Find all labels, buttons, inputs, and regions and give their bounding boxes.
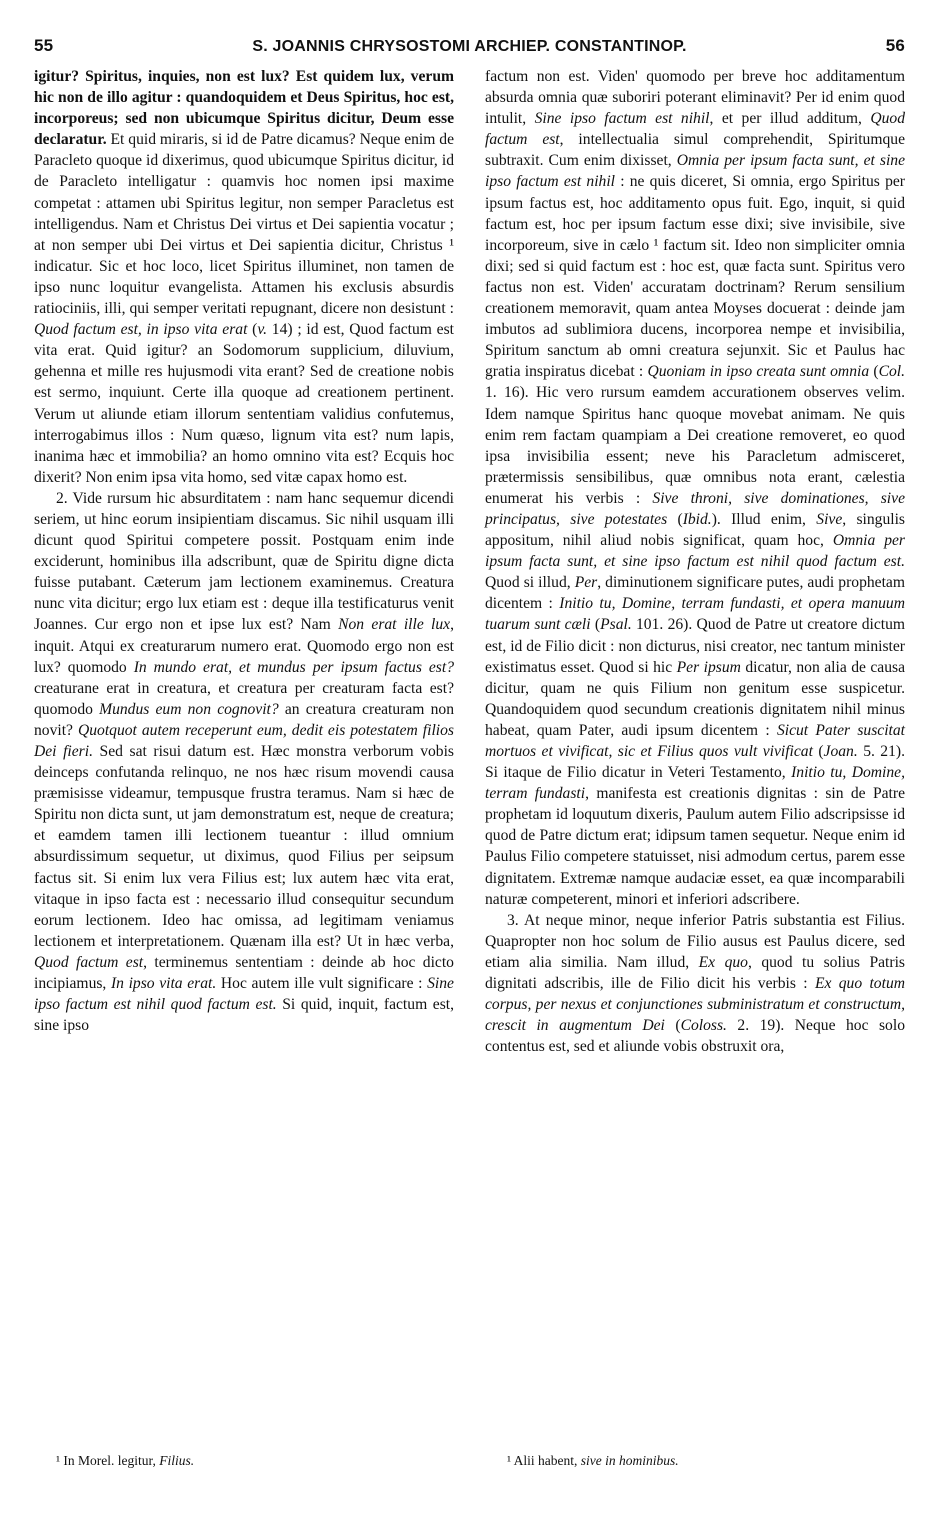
- footnote-left: ¹ In Morel. legitur, Filius.: [56, 1453, 195, 1468]
- page-number-right: 56: [885, 36, 905, 55]
- running-title: S. JOANNIS CHRYSOSTOMI ARCHIEP. CONSTANTINOP.: [252, 38, 687, 55]
- footnotes: [34, 1452, 905, 1470]
- left-column: igitur? Spiritus, inquies, non est lux? Est quidem lux, verum hic non de illo agitur : quandoquidem et Deus Spiritus, hoc est, incorporeus; sed non ubicumque Spiritus dicitur, Deum esse declaratur. Et quid miraris, si id de Patre dicamus? Neque enim de Paracleto quoque id dixerimus, quod ubicumque Spiritus dicitur, id de Paracleto intelligatur : quamvis hoc nomen ipsi maxime competat : attamen ubi Spiritus legitur, non semper Paracletus est intelligendus. Nam et Christus Dei virtus et Dei sapientia vocatur ; at non semper ubi Dei virtus et Dei sapientia dicitur, Christus ¹ indicatur. Sic et hoc loco, licet Spiritus illuminet, non tamen de ipso nunc loquitur evangelista. Attamen his exclusis absurdis ratiociniis, illi, qui semper veritati repugnant, dicere non desistunt : Quod factum est, in ipso vita erat (v. 14) ; id est, Quod factum est vita erat. Quid igitur? an Sodomorum supplicium, diluvium, gehenna et mille res hujusmodi vita erant? Sed de creatione nobis est sermo, inquiunt. Certe illa quoque ad creationem pertinent. Verum ut aliunde etiam illorum sententiam validius confutemus, interrogabimus illos : Num quæso, lignum vita est? num lapis, inanima hæc et immobilia? an homo omnino vita est? Ecquis hoc dixerit? Non enim ipsa vita homo, sed vitæ capax homo est. 2. Vide rursum hic absurditatem : nam hanc sequemur dicendi seriem, ut hinc eorum insipientiam discamus. Sic nihil usquam illi dicunt quod Spiritui competere possit. Postquam enim inde exciderunt, hominibus illa adscribunt, quæ de Spiritu digne dicta fuisse putabant. Cæterum jam lectionem examinemus. Creatura nunc vita dicitur; ergo lux etiam est : deque illa testificaturus venit Joannes. Cur ergo non et ipse lux est? Nam Non erat ille lux, inquit. Atqui ex creaturarum numero erat. Quomodo ergo non est lux? quomodo In mundo erat, et mundus per ipsum factus est? creaturane erat in creatura, et creatura per creaturam facta est? quomodo Mundus eum non cognovit? an creatura creaturam non novit? Quotquot autem receperunt eum, dedit eis potestatem filios Dei fieri. Sed sat risui datum est. Hæc monstra verborum vobis deinceps confutanda relinquo, ne nos hæc risum movendi causa præmisisse videamur, tempusque frustra teramus. Nam si hæc de Spiritu non dicta sunt, ut jam demonstratum est, neque de creatura; et eamdem tamen illi lectionem tueantur : illud omnium absurdissimum sequetur, ut diximus, quod Filius per seipsum factus sit. Si enim lux vera Filius est; lux autem hæc vita erat, vitaque in ipso facta est : necessario illud consequitur secundum eorum lectionem. Ideo hac omissa, ad legitimam veniamus lectionem et interpretationem. Quænam illa est? Ut in hæc verba, Quod factum est, terminemus sententiam : deinde ab hoc dicto incipiamus, In ipso vita erat. Hoc autem ille vult significare : Sine ipso factum est nihil quod factum est. Si quid, inquit, factum est, sine ipso: [34, 68, 455, 1035]
- footnote-right: ¹ Alii habent, sive in hominibus.: [507, 1453, 679, 1468]
- text-columns: [34, 66, 905, 1057]
- running-header: [34, 36, 905, 62]
- page-number-left: 55: [34, 36, 54, 55]
- right-column: factum non est. Viden' quomodo per breve hoc additamentum absurda omnia quæ suboriri poterant eliminavit? Per id enim quod intulit, Sine ipso factum est nihil, et per illud additum, Quod factum est, intellectualia simul comprehendit, Spiritumque subtraxit. Cum enim dixisset, Omnia per ipsum facta sunt, et sine ipso factum est nihil : ne quis diceret, Si omnia, ergo Spiritus per ipsum factus est, hoc additamento opus fuit. Ego, inquit, si quid factum est, hoc per ipsum factum esse dixi; sive invisibile, sive incorporeum, sive in cælo ¹ factum sit. Ideo non simpliciter omnia dixi; sed si quid factum est : hoc est, quæ facta sunt. Spiritus vero factus non est. Viden' accuratam doctrinam? Rerum sensilium creationem memoravit, quam antea Moyses docuerat : deinde jam imbutos ad sublimiora ducens, incorporea nempe et invisibilia, Spiritum sanctum ab omni creatura sejunxit. Sic et Paulus hac gratia inspiratus dicebat : Quoniam in ipso creata sunt omnia (Col. 1. 16). Hic vero rursum eamdem accurationem observes velim. Idem namque Spiritus hanc quoque movebat animam. Ne quis enim rem factam quampiam a Dei creatione removeret, eo quod ipsa invisibilia essent; neve his Paracletum admisceret, prætermissis sensibilibus, quæ omnibus nota erant, cælestia enumerat his verbis : Sive throni, sive dominationes, sive principatus, sive potestates (Ibid.). Illud enim, Sive, singulis appositum, nihil aliud nobis significat, quam hoc, Omnia per ipsum facta sunt, et sine ipso factum est nihil quod factum est. Quod si illud, Per, diminutionem significare putes, audi prophetam dicentem : Initio tu, Domine, terram fundasti, et opera manuum tuarum sunt cæli (Psal. 101. 26). Quod de Patre ut creatore dictum est, id de Filio dicit : non dicturus, nisi creator, nec tantum minister existimatus esset. Quod si hic Per ipsum dicatur, non alia de causa dicitur, quam ne quis Filium non genitum esse suspicetur. Quandoquidem quod secundum creationis dignitatem nihil minus habeat, quam Pater, audi ipsum dicentem : Sicut Pater suscitat mortuos et vivificat, sic et Filius quos vult vivificat (Joan. 5. 21). Si itaque de Filio dicatur in Veteri Testamento, Initio tu, Domine, terram fundasti, manifesta est creationis dignitas : sin de Patre prophetam id loquutum dixeris, Paulum autem Filio adscripsisse id quod de Patre dictum erat; idipsum tamen sequetur. Neque enim id Paulus Filio competere statuisset, nisi admodum certus, parem esse dignitatem. Extremæ namque audaciæ esset, ea quæ incomparabili naturæ competerent, minori et inferiori adscribere. 3. At neque minor, neque inferior Patris substantia est Filius. Quapropter non hoc solum de Filio ausus est Paulus dicere, sed etiam alia similia. Nam illud, Ex quo, quod tu solius Patris dignitati adscribis, ille de Filio dicit his verbis : Ex quo totum corpus, per nexus et conjunctiones subministratum et constructum, crescit in augmentum Dei (Coloss. 2. 19). Neque hoc solo contentus est, sed et aliunde vobis obstruxit ora,: [485, 68, 906, 1056]
